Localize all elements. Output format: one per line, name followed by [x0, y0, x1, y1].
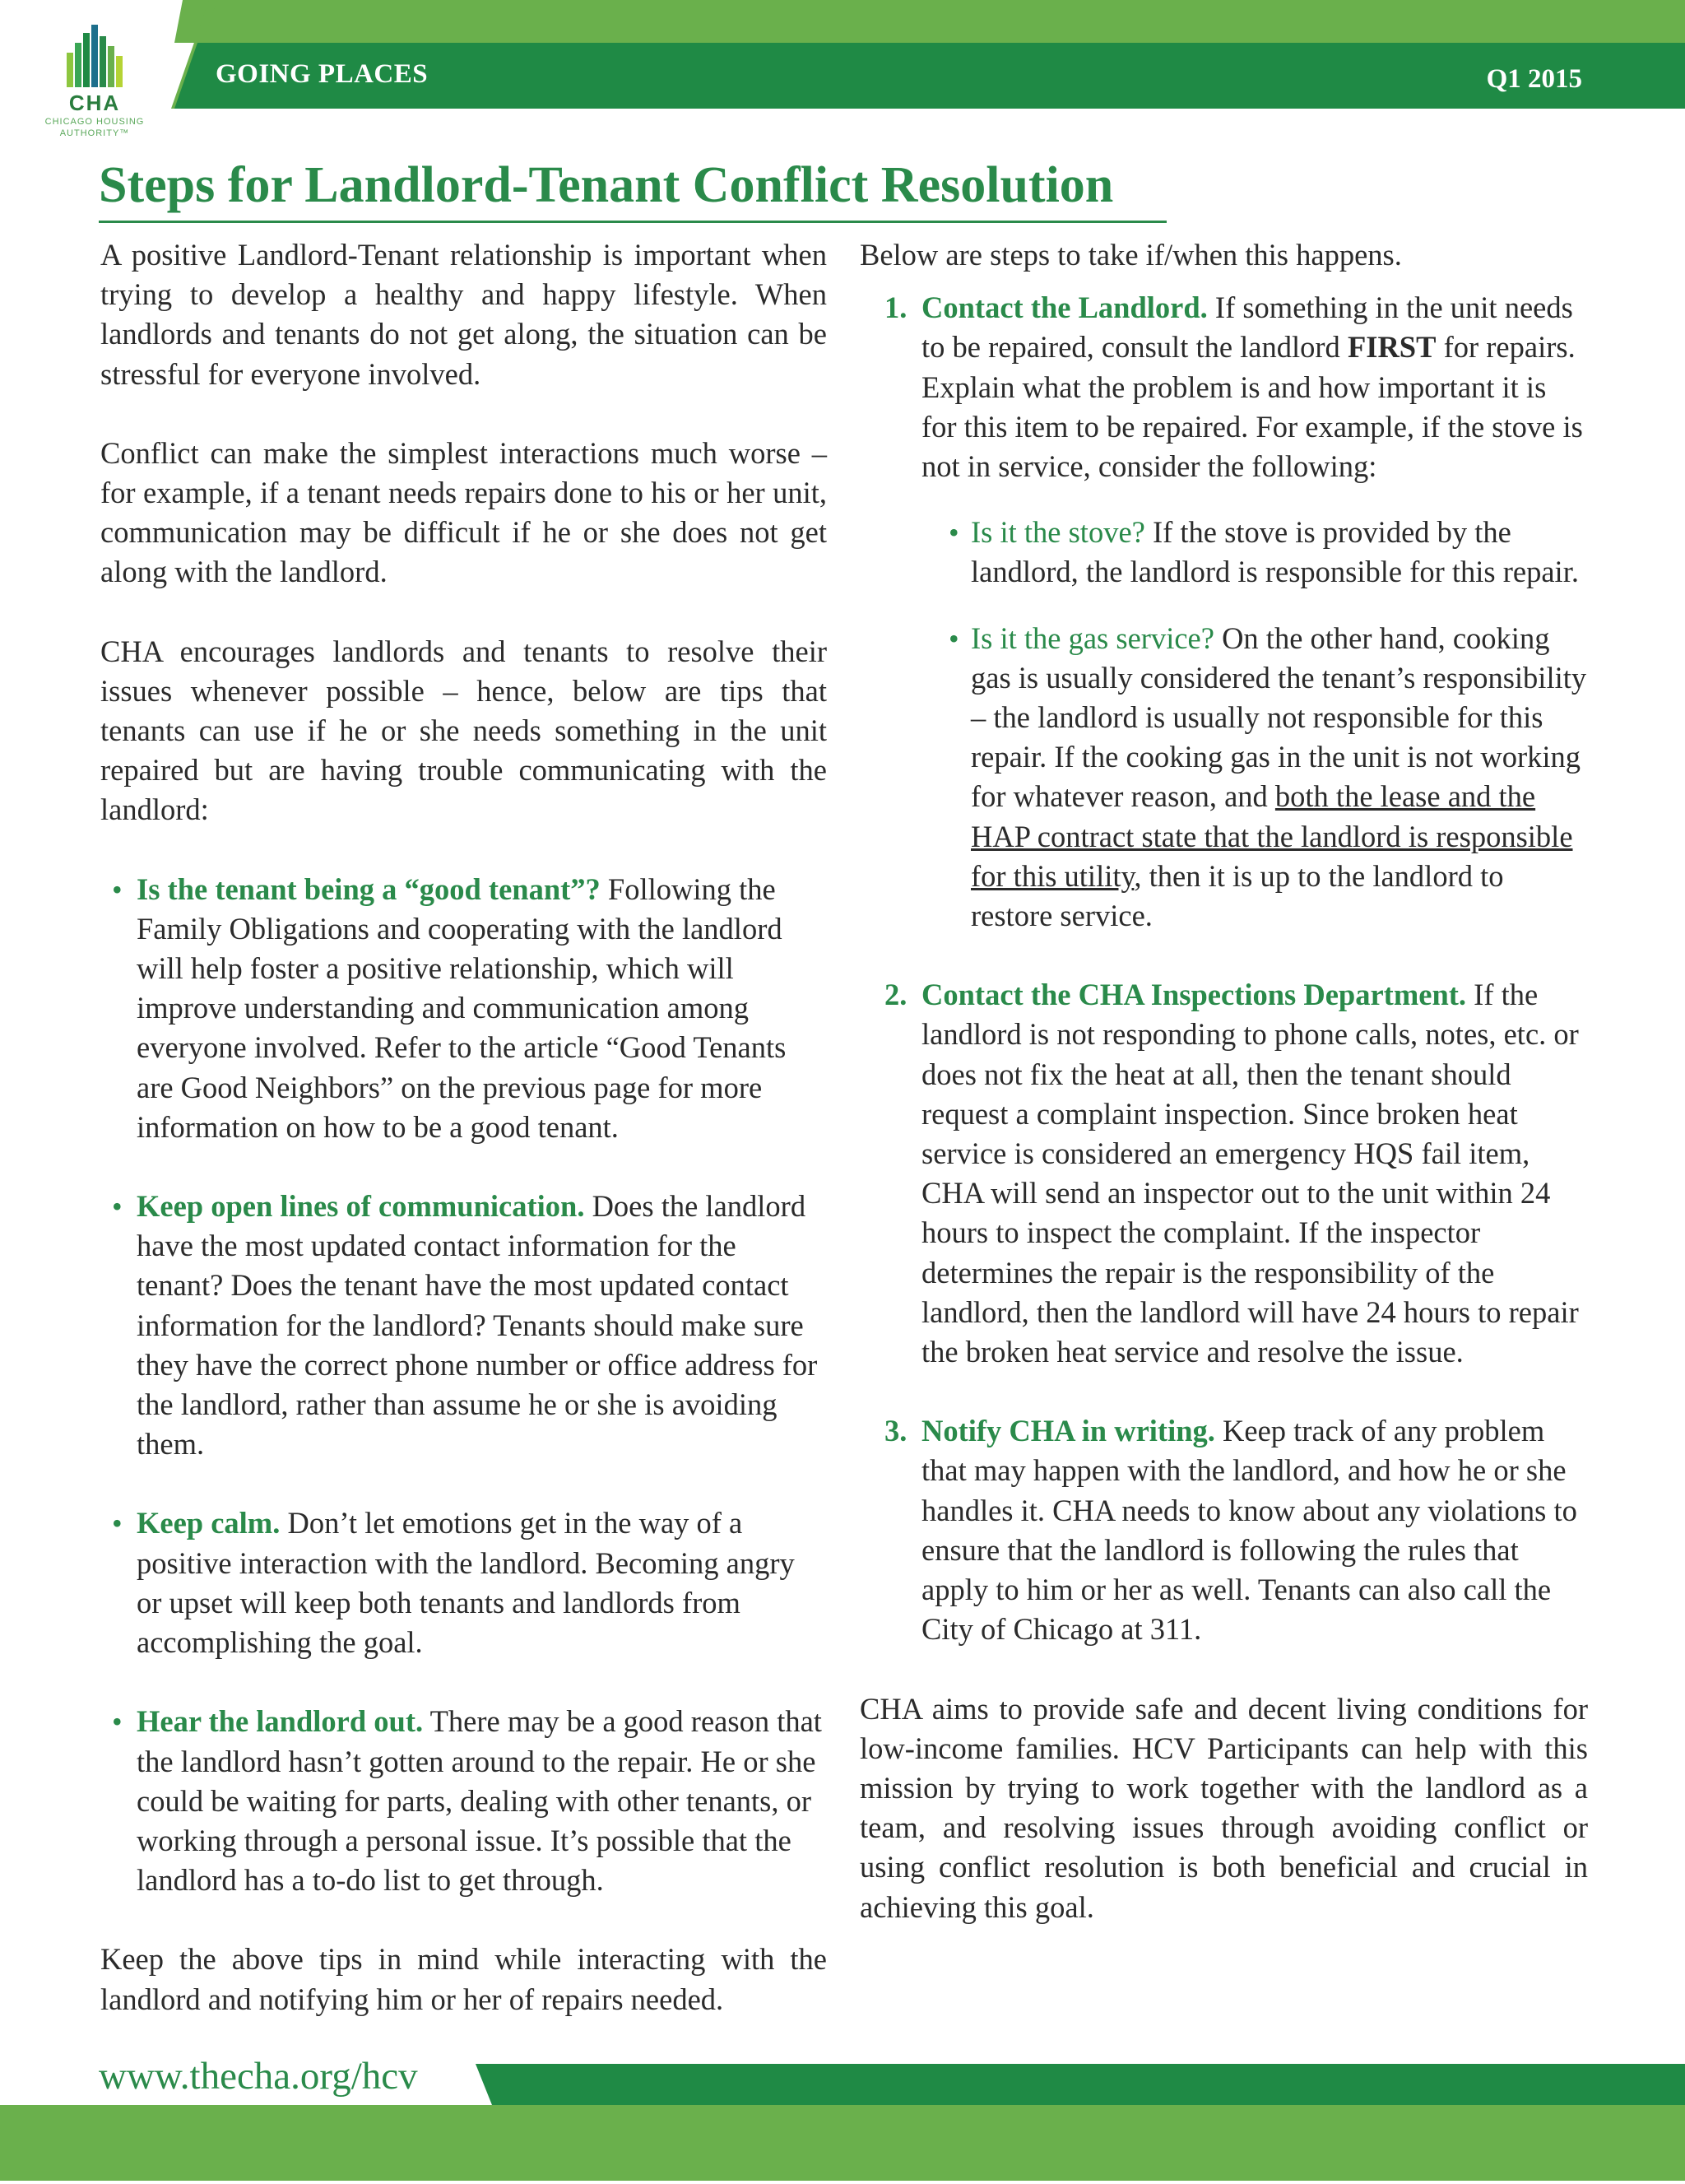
- tip-text: Don’t let emotions get in the way of a positive interaction with the landlord. Becoming angry or upset will keep both tenants and landlords from accomplishing the goal.: [137, 1506, 795, 1660]
- sub-text: On the other hand, cooking gas is usually considered the tenant’s responsibility – the landlord is usually not responsible for this repair. If the cooking gas in the unit is not working for whatever reason, and: [971, 620, 1587, 814]
- right-closing-paragraph: CHA aims to provide safe and decent living conditions for low-income families. HCV Participants can help with this mission by trying to work together with the landlord as a team, and resolving issues through avoiding conflict or using conflict resolution is both beneficial and crucial in achieving this goal.: [860, 1691, 1588, 1924]
- step-item: [860, 975, 1588, 1372]
- step-item: [860, 1411, 1588, 1649]
- tips-list: [100, 870, 827, 1901]
- issue-label: Q1 2015: [1486, 64, 1582, 94]
- cha-logo[interactable]: [33, 25, 156, 148]
- sub-text: If the stove is provided by the landlord, the landlord is responsible for this repair.: [971, 515, 1579, 589]
- step-text: If something in the unit needs to be repaired, consult the landlord: [921, 290, 1573, 365]
- steps-intro: Below are steps to take if/when this happens.: [860, 238, 1402, 272]
- step-heading: Notify CHA in writing.: [921, 1414, 1215, 1448]
- step-sub-list: [921, 513, 1588, 936]
- header-band: [0, 0, 1685, 109]
- tip-item: [100, 870, 827, 1147]
- step-text: for repairs. Explain what the problem is and how important it is for this item to be repaired. For example, if the stove is not in service, consider the following:: [921, 330, 1583, 484]
- logo-abbrev: CHA: [68, 91, 121, 115]
- step-text-emphasis: FIRST: [1347, 330, 1437, 365]
- sub-text-underlined: both the lease and the HAP contract state that the landlord is responsible for this utility: [971, 779, 1573, 893]
- title-divider: [99, 221, 1167, 223]
- intro-paragraph-1: A positive Landlord-Tenant relationship is important when trying to develop a healthy and happy lifestyle. When landlords and tenants do not get along, the situation can be stressful for everyone involved.: [100, 238, 827, 391]
- tip-heading: Keep open lines of communication.: [137, 1189, 585, 1224]
- step-number: 1.: [884, 290, 907, 325]
- cha-skyline-logo-icon: [62, 25, 128, 89]
- step-number: 3.: [884, 1414, 907, 1448]
- logo-org-name: CHICAGO HOUSING AUTHORITY™: [44, 117, 145, 138]
- header-background: [0, 0, 1685, 109]
- tip-text: There may be a good reason that the landlord hasn’t gotten around to the repair. He or she could be waiting for parts, dealing with other tenants, or working through a personal issue. It’s possible that the landlord has a to-do list to get through.: [137, 1704, 822, 1898]
- tip-heading: Hear the landlord out.: [137, 1704, 424, 1739]
- publication-name: GOING PLACES: [216, 59, 429, 89]
- steps-list: [860, 288, 1588, 1649]
- tip-item: [100, 1702, 827, 1900]
- sub-item: [921, 513, 1588, 592]
- tip-heading: Keep calm.: [137, 1506, 281, 1540]
- step-heading: Contact the CHA Inspections Department.: [921, 978, 1467, 1012]
- sub-text: , then it is up to the landlord to restore service.: [971, 858, 1504, 933]
- tip-text: Following the Family Obligations and cooperating with the landlord will help foster a positive relationship, which will improve understanding and communication among everyone involved. Refer to the article “Good Tenants are Good Neighbors” on the previous page for more information on how to be a good tenant.: [137, 871, 787, 1144]
- left-closing-paragraph: Keep the above tips in mind while interacting with the landlord and notifying him or her of repairs needed.: [100, 1942, 827, 2016]
- right-column: [860, 235, 1588, 1927]
- tip-text: Does the landlord have the most updated contact information for the tenant? Does the tenant have the most updated contact information for the landlord? Tenants should make sure they have the correct phone number or office address for the landlord, rather than assume he or she is avoiding them.: [137, 1189, 818, 1461]
- tip-item: [100, 1503, 827, 1662]
- step-heading: Contact the Landlord.: [921, 290, 1208, 325]
- left-column: [100, 235, 827, 2019]
- sub-item: [921, 619, 1588, 936]
- tip-heading: Is the tenant being a “good tenant”?: [137, 871, 601, 906]
- tip-item: [100, 1187, 827, 1464]
- sub-question: Is it the gas service?: [971, 620, 1214, 655]
- footer-url-link[interactable]: www.thecha.org/hcv: [99, 2055, 418, 2098]
- step-text: If the landlord is not responding to phone calls, notes, etc. or does not fix the heat at all, then the tenant should request a complaint inspection. Since broken heat service is considered an emergency HQS fail item, CHA will send an inspector out to the unit within 24 hours to inspect the complaint. If the inspector determines the repair is the responsibility of the landlord, then the landlord will have 24 hours to repair the broken heat service and resolve the issue.: [921, 978, 1579, 1369]
- step-number: 2.: [884, 978, 907, 1012]
- intro-paragraph-3: CHA encourages landlords and tenants to resolve their issues whenever possible – hence, below are tips that tenants can use if he or she needs something in the unit repaired but are having trouble communicating with the landlord:: [100, 634, 827, 827]
- intro-paragraph-2: Conflict can make the simplest interactions much worse – for example, if a tenant needs repairs done to his or her unit, communication may be difficult if he or she does not get along with the landlord.: [100, 435, 827, 589]
- step-text: Keep track of any problem that may happen with the landlord, and how he or she handles it. CHA needs to know about any violations to ensure that the landlord is following the rules that apply to him or her as well. Tenants can also call the City of Chicago at 311.: [921, 1414, 1577, 1647]
- sub-question: Is it the stove?: [971, 515, 1145, 550]
- step-item: [860, 288, 1588, 936]
- page-title: Steps for Landlord-Tenant Conflict Resolution: [99, 157, 1114, 213]
